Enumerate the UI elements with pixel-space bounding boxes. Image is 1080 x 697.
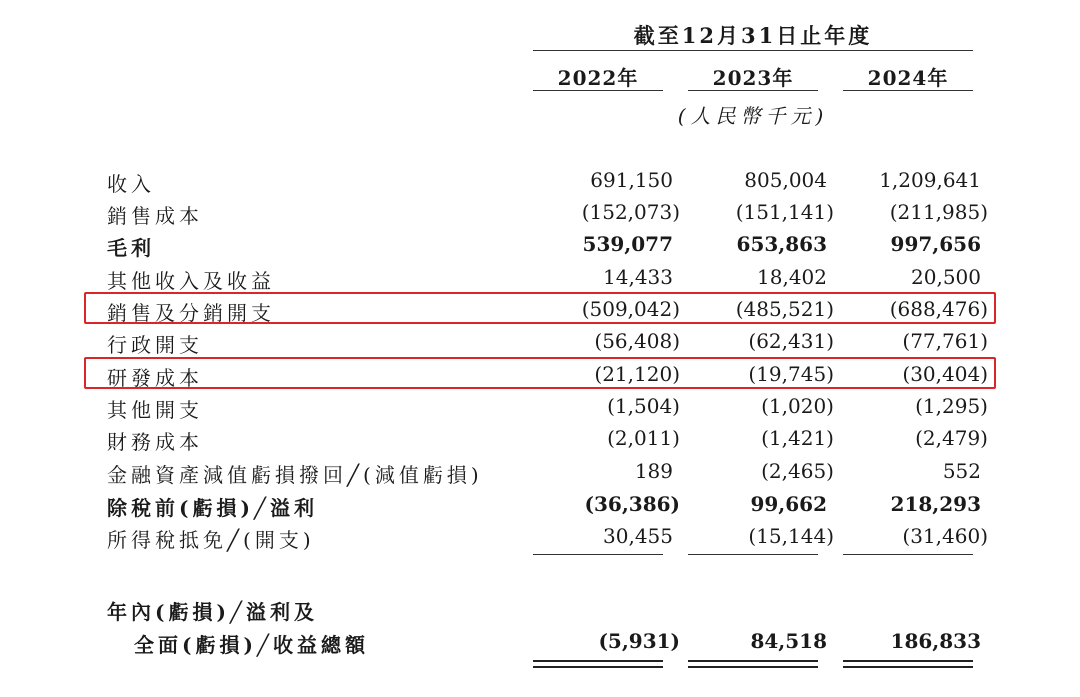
row-label: 毛利 bbox=[107, 236, 155, 260]
highlight-box-rd bbox=[84, 357, 996, 389]
value-2024: 218,293 bbox=[890, 492, 981, 516]
row-label: 其他收入及收益 bbox=[107, 269, 275, 293]
row-finance-costs bbox=[0, 423, 1080, 455]
row-label: 其他開支 bbox=[107, 398, 203, 422]
row-label: 所得稅抵免╱(開支) bbox=[107, 528, 315, 552]
value-2022: (21,120) bbox=[594, 362, 680, 386]
value-2022: 14,433 bbox=[603, 265, 673, 289]
value-2023: (1,421) bbox=[761, 426, 834, 450]
value-2024: (688,476) bbox=[889, 297, 988, 321]
value-2023: (2,465) bbox=[761, 459, 834, 483]
value-2024: (31,460) bbox=[902, 524, 988, 548]
value-2024: (77,761) bbox=[902, 329, 988, 353]
row-label: 金融資產減值虧損撥回╱(減值虧損) bbox=[107, 463, 483, 487]
value-2023: 805,004 bbox=[744, 168, 827, 192]
value-2024: (211,985) bbox=[889, 200, 988, 224]
value-2024: 1,209,641 bbox=[879, 168, 981, 192]
row-label: 行政開支 bbox=[107, 333, 203, 357]
value-2023: 653,863 bbox=[736, 232, 827, 256]
value-2022: 30,455 bbox=[603, 524, 673, 548]
value-2023: 84,518 bbox=[750, 629, 827, 653]
year-rule-2022 bbox=[533, 90, 663, 91]
value-2023: (15,144) bbox=[748, 524, 834, 548]
year-header-2023: 2023年 bbox=[712, 66, 794, 90]
row-gross-profit bbox=[0, 229, 1080, 261]
value-2022: (509,042) bbox=[581, 297, 680, 321]
row-label: 財務成本 bbox=[107, 430, 203, 454]
row-label: 銷售成本 bbox=[107, 204, 203, 228]
value-2023: 18,402 bbox=[757, 265, 827, 289]
value-2023: (485,521) bbox=[735, 297, 834, 321]
row-label: 全面(虧損)╱收益總額 bbox=[134, 633, 369, 657]
year-rule-2024 bbox=[843, 90, 973, 91]
subtotal-rule-2022 bbox=[533, 554, 663, 555]
value-2023: (151,141) bbox=[735, 200, 834, 224]
year-header-2024: 2024年 bbox=[867, 66, 949, 90]
value-2024: (2,479) bbox=[915, 426, 988, 450]
period-header-rule bbox=[533, 50, 973, 51]
value-2023: (19,745) bbox=[748, 362, 834, 386]
value-2022: (152,073) bbox=[581, 200, 680, 224]
row-profit-before-tax bbox=[0, 489, 1080, 521]
row-admin-expenses bbox=[0, 326, 1080, 358]
value-2022: (56,408) bbox=[594, 329, 680, 353]
row-other-income bbox=[0, 262, 1080, 294]
value-2024: (1,295) bbox=[915, 394, 988, 418]
value-2024: 997,656 bbox=[890, 232, 981, 256]
value-2024: 552 bbox=[942, 459, 981, 483]
row-other-expenses bbox=[0, 391, 1080, 423]
row-impairment bbox=[0, 456, 1080, 488]
value-2024: 186,833 bbox=[890, 629, 981, 653]
row-revenue bbox=[0, 165, 1080, 197]
value-2023: 99,662 bbox=[750, 492, 827, 516]
value-2022: (2,011) bbox=[607, 426, 680, 450]
value-2023: (1,020) bbox=[761, 394, 834, 418]
value-2023: (62,431) bbox=[748, 329, 834, 353]
row-total-label-line1 bbox=[0, 593, 1080, 625]
row-income-tax bbox=[0, 521, 1080, 553]
value-2024: 20,500 bbox=[911, 265, 981, 289]
row-total bbox=[0, 626, 1080, 658]
value-2022: 691,150 bbox=[590, 168, 673, 192]
value-2022: 539,077 bbox=[582, 232, 673, 256]
subtotal-rule-2024 bbox=[843, 554, 973, 555]
value-2022: (36,386) bbox=[584, 492, 680, 516]
highlight-box-selling bbox=[84, 292, 996, 324]
value-2022: (1,504) bbox=[607, 394, 680, 418]
period-header: 截至12月31日止年度 bbox=[633, 23, 873, 48]
unit-label: (人民幣千元) bbox=[677, 104, 829, 128]
row-label: 除稅前(虧損)╱溢利 bbox=[107, 496, 318, 520]
row-label: 年內(虧損)╱溢利及 bbox=[107, 600, 318, 624]
year-header-2022: 2022年 bbox=[557, 66, 639, 90]
row-cost-of-sales bbox=[0, 197, 1080, 229]
row-label: 銷售及分銷開支 bbox=[107, 301, 275, 325]
row-label: 研發成本 bbox=[107, 366, 203, 390]
value-2022: 189 bbox=[634, 459, 673, 483]
value-2022: (5,931) bbox=[598, 629, 680, 653]
year-rule-2023 bbox=[688, 90, 818, 91]
value-2024: (30,404) bbox=[902, 362, 988, 386]
row-label: 收入 bbox=[107, 172, 155, 196]
subtotal-rule-2023 bbox=[688, 554, 818, 555]
